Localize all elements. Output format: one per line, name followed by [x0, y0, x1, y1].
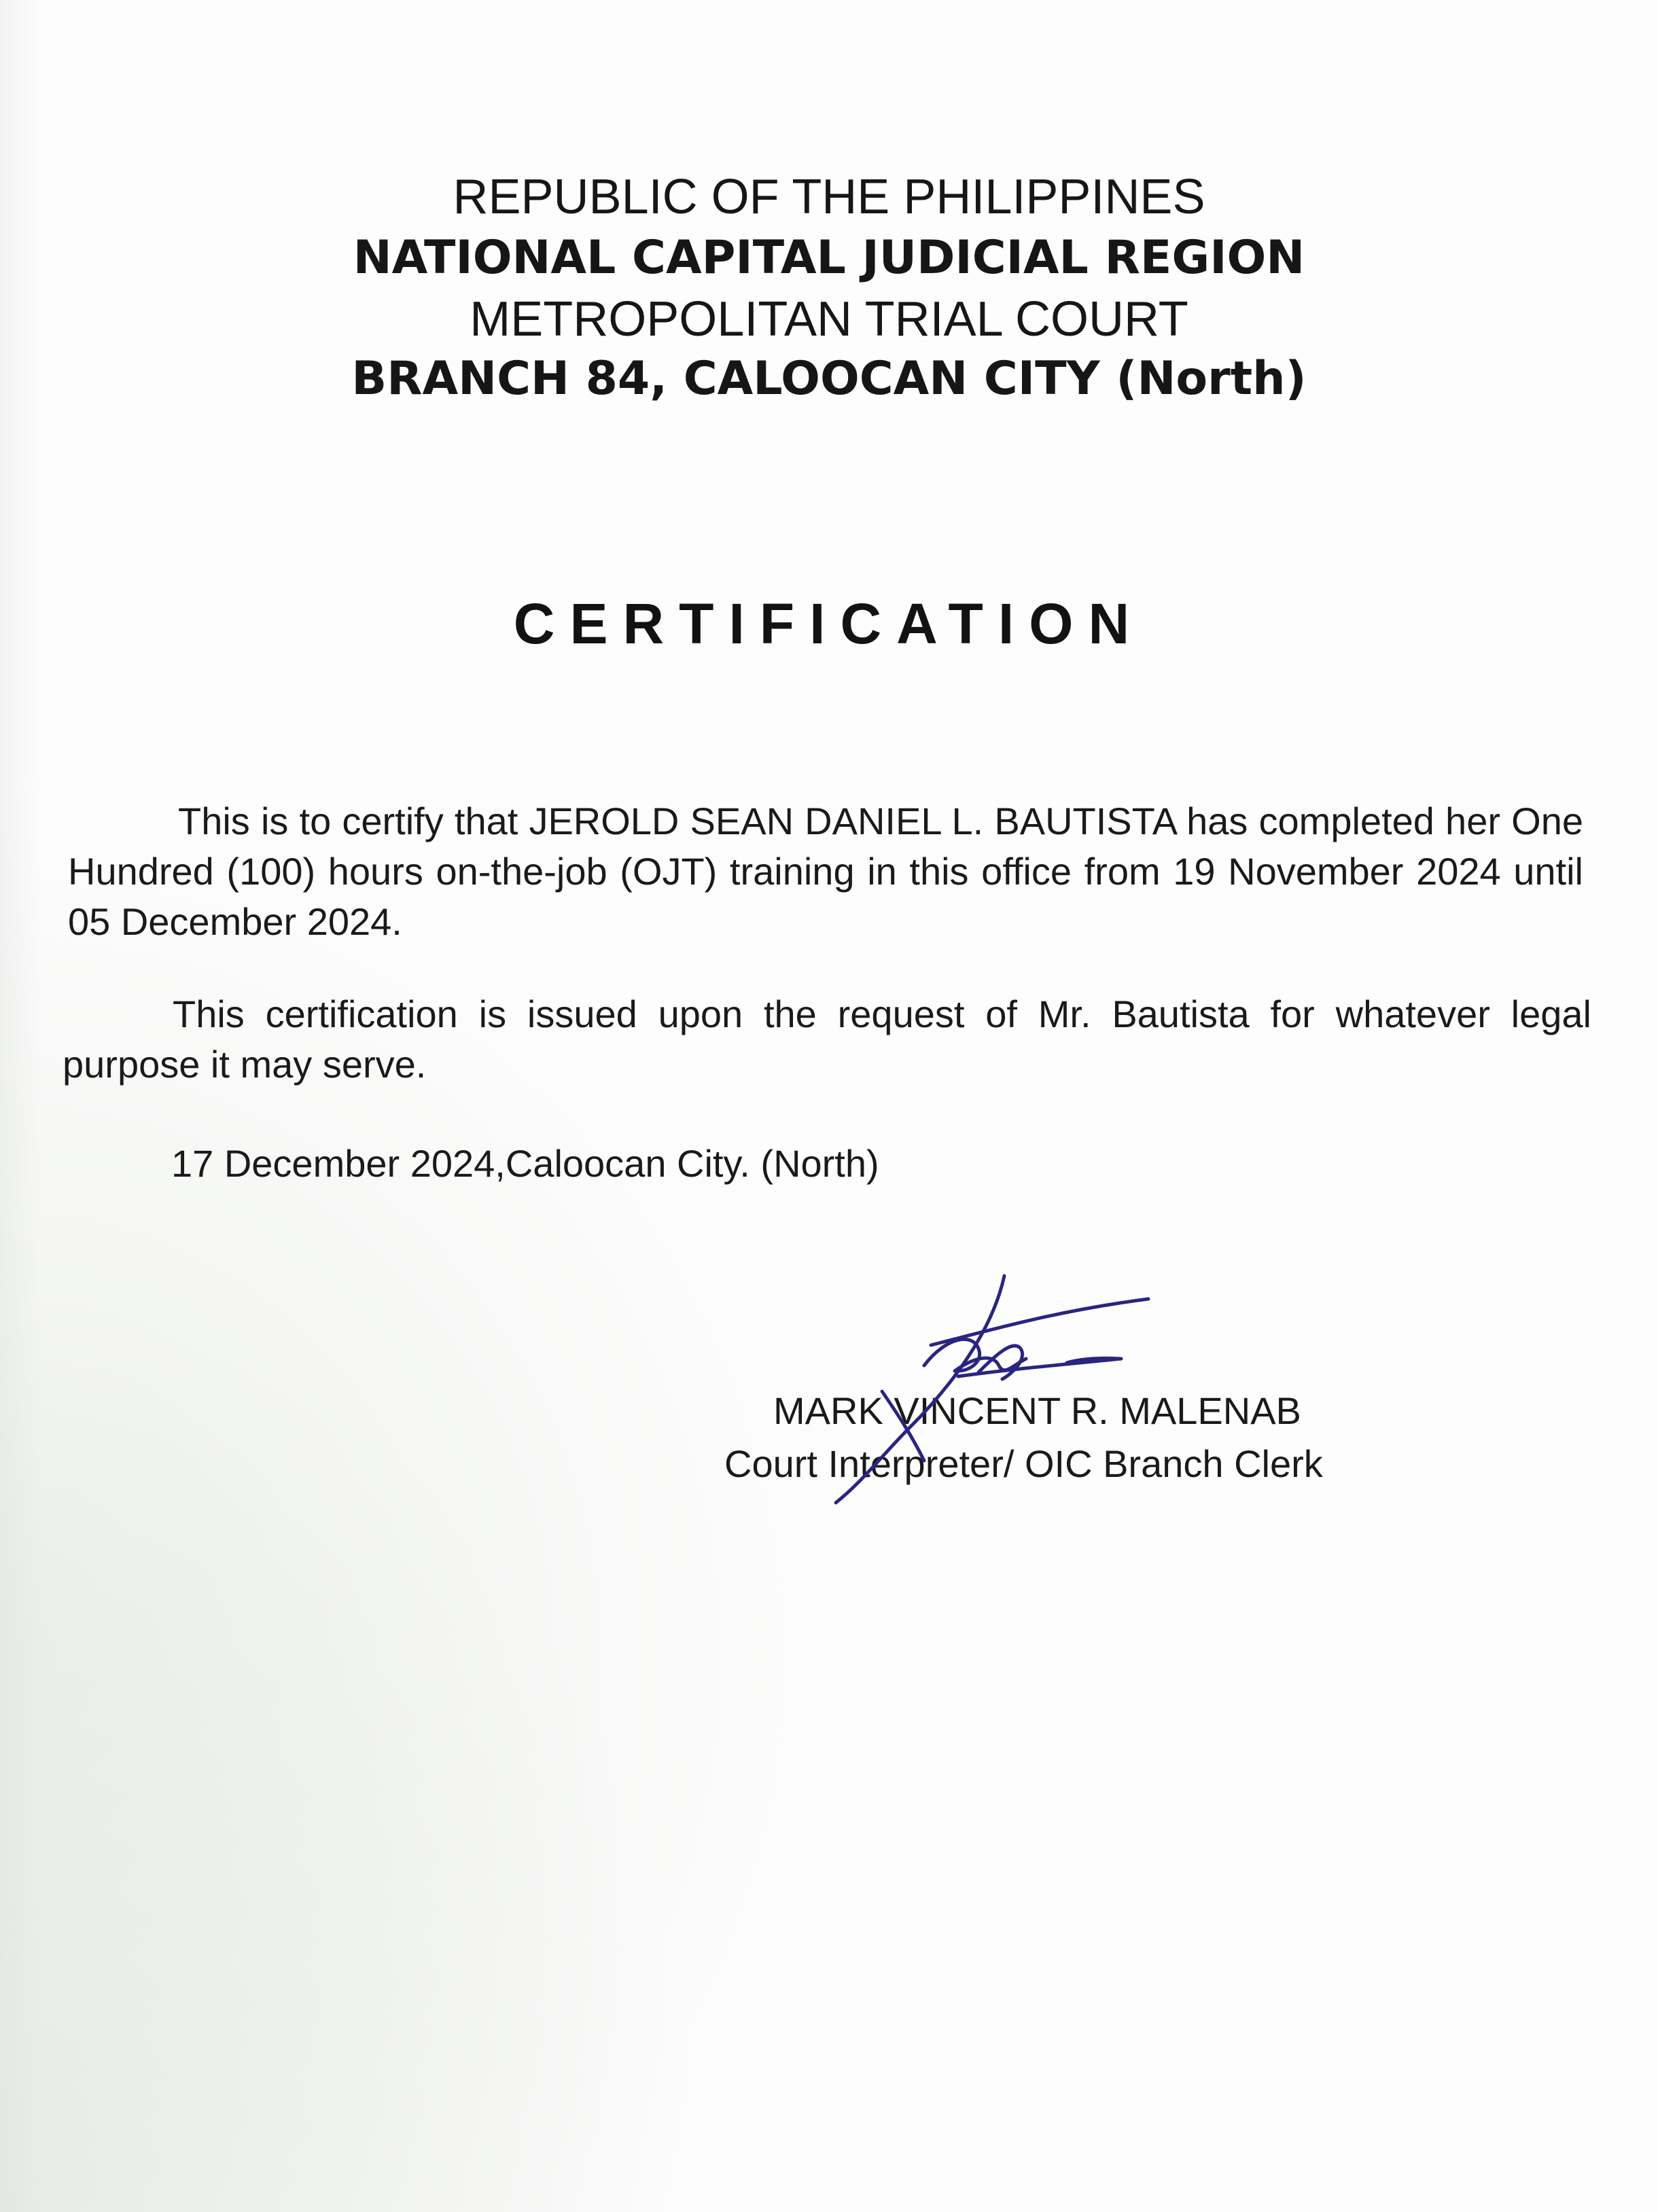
header-branch: BRANCH 84, CALOOCAN CITY (North): [351, 352, 1307, 406]
handwritten-signature: [809, 1257, 1189, 1515]
document-title: CERTIFICATION: [513, 592, 1145, 656]
header-republic: REPUBLIC OF THE PHILIPPINES: [453, 170, 1205, 224]
body-paragraph-purpose: This certification is issued upon the request of Mr. Bautista for whatever legal purpose it may serve.: [63, 993, 1591, 1086]
date-place-line: 17 December 2024,Caloocan City. (North): [171, 1142, 879, 1185]
header-trial-court: METROPOLITAN TRIAL COURT: [470, 292, 1188, 346]
signatory-position: Court Interpreter/ OIC Branch Clerk: [724, 1442, 1323, 1485]
body-paragraph-certify: This is to certify that JEROLD SEAN DANIEL L. BAUTISTA has completed her One Hundred (100) hours on-the-job (OJT) training in this office from 19 November 2024 until 05 December 2024.: [68, 800, 1583, 943]
signatory-name: MARK VINCENT R. MALENAB: [773, 1389, 1301, 1432]
header-judicial-region: NATIONAL CAPITAL JUDICIAL REGION: [353, 231, 1305, 285]
